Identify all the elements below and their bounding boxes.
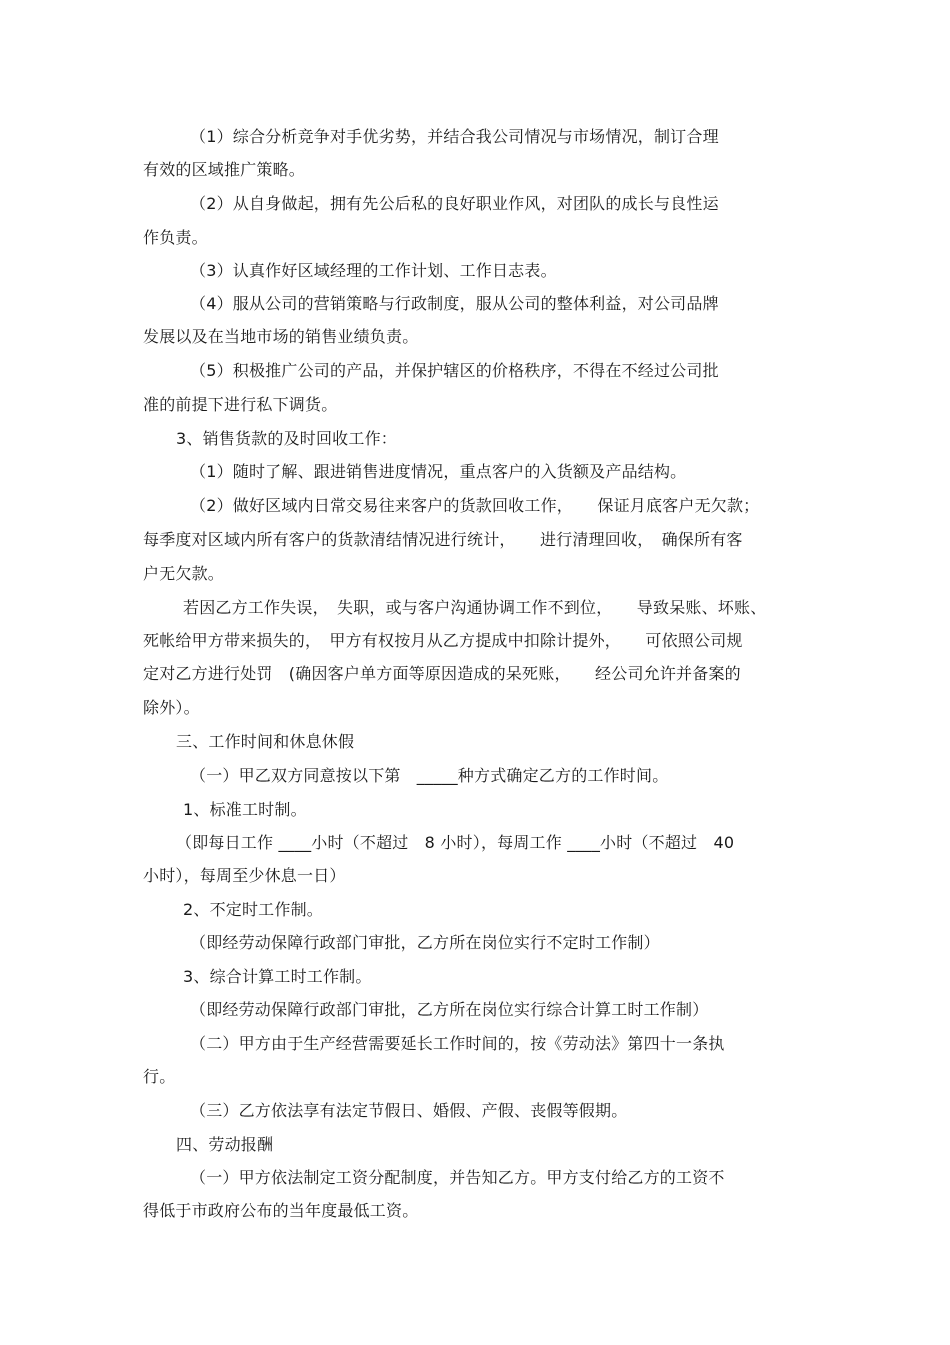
- text-line: 户无欠款。: [143, 564, 225, 583]
- section-heading: 3、销售货款的及时回收工作：: [176, 429, 397, 448]
- text-line: （1）综合分析竞争对手优劣势，并结合我公司情况与市场情况，制订合理: [190, 127, 719, 146]
- text-line: 若因乙方工作失误， 失职，或与客户沟通协调工作不到位， 导致呆账、坏账、: [183, 598, 767, 617]
- section-heading: 三、工作时间和休息休假: [176, 732, 355, 751]
- text-line: 每季度对区域内所有客户的货款清结情况进行统计， 进行清理回收， 确保所有客: [143, 530, 743, 549]
- text-line: 得低于市政府公布的当年度最低工资。: [143, 1201, 419, 1220]
- text-line: （一）甲乙双方同意按以下第 _____种方式确定乙方的工作时间。: [190, 766, 669, 785]
- text-line: 死帐给甲方带来损失的， 甲方有权按月从乙方提成中扣除计提外， 可依照公司规: [143, 631, 743, 650]
- text-line: 3、综合计算工时工作制。: [183, 967, 372, 986]
- text-line: （即经劳动保障行政部门审批，乙方所在岗位实行不定时工作制）: [190, 933, 660, 952]
- section-heading: 四、劳动报酬: [176, 1135, 274, 1154]
- text-line: 作负责。: [143, 228, 208, 247]
- text-line: （即经劳动保障行政部门审批，乙方所在岗位实行综合计算工时工作制）: [190, 1000, 709, 1019]
- text-line: （三）乙方依法享有法定节假日、婚假、产假、丧假等假期。: [190, 1101, 628, 1120]
- text-line: （2）从自身做起，拥有先公后私的良好职业作风，对团队的成长与良性运: [190, 194, 719, 213]
- text-line: 准的前提下进行私下调货。: [143, 395, 338, 414]
- text-line: 小时），每周至少休息一日）: [143, 866, 346, 885]
- text-line: （2）做好区域内日常交易往来客户的货款回收工作， 保证月底客户无欠款；: [190, 496, 760, 515]
- text-line: （二）甲方由于生产经营需要延长工作时间的，按《劳动法》第四十一条执: [190, 1034, 725, 1053]
- text-line: 2、不定时工作制。: [183, 900, 323, 919]
- text-line: 有效的区域推广策略。: [143, 160, 306, 179]
- text-line: 定对乙方进行处罚 (确因客户单方面等原因造成的呆死账， 经公司允许并备案的: [143, 664, 741, 683]
- text-line: （5）积极推广公司的产品，并保护辖区的价格秩序，不得在不经过公司批: [190, 361, 719, 380]
- text-line: 除外）。: [143, 698, 200, 717]
- text-line: （1）随时了解、跟进销售进度情况，重点客户的入货额及产品结构。: [190, 462, 687, 481]
- text-line: （4）服从公司的营销策略与行政制度，服从公司的整体利益，对公司品牌: [190, 294, 719, 313]
- text-line: （3）认真作好区域经理的工作计划、工作日志表。: [190, 261, 557, 280]
- text-line: 发展以及在当地市场的销售业绩负责。: [143, 327, 419, 346]
- text-line: （一）甲方依法制定工资分配制度，并告知乙方。甲方支付给乙方的工资不: [190, 1168, 725, 1187]
- text-line: 行。: [143, 1067, 176, 1086]
- text-line: 1、标准工时制。: [183, 800, 307, 819]
- text-line: （即每日工作 ____小时（不超过 8 小时），每周工作 ____小时（不超过 40: [176, 833, 735, 852]
